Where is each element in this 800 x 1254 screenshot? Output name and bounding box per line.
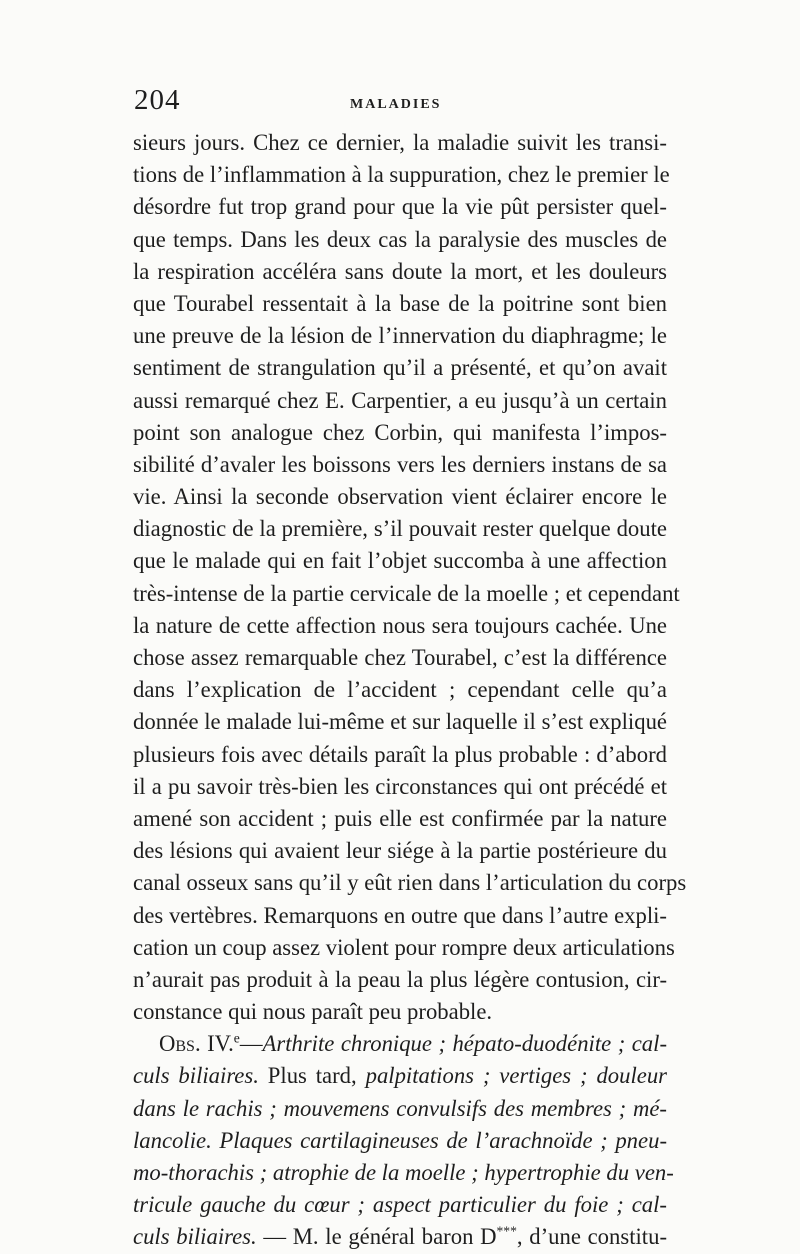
observation-line: [133, 1060, 667, 1092]
text-line: constance qui nous paraît peu probable.: [133, 999, 493, 1025]
observation-label: Obs. IV.: [159, 1031, 234, 1057]
text-line: sieurs jours. Chez ce dernier, la maladie suivit les transi-: [133, 130, 667, 155]
observation-heading-line: [133, 1028, 667, 1060]
text-line: plusieurs fois avec détails paraît la plus probable : d’abord: [133, 741, 667, 767]
closing-stars: ***: [496, 1223, 517, 1239]
page-number: 204: [134, 84, 181, 116]
observation-degree-mark: e: [233, 1030, 240, 1046]
observation-title-part: Arthrite chronique ; hépato-duodénite ; cal-: [262, 1031, 667, 1057]
body-text: [133, 127, 687, 1254]
observation-title-part: palpitations ; vertiges ; douleur: [365, 1063, 668, 1089]
text-line: des lésions qui avaient leur siége à la partie postérieure du: [133, 838, 667, 864]
text-line: sibilité d’avaler les boissons vers les derniers instans de sa: [133, 451, 667, 477]
text-line: désordre fut trop grand pour que la vie pût persister quel-: [133, 194, 667, 220]
text-line: sentiment de strangulation qu’il a présenté, et qu’on avait: [133, 355, 667, 381]
text-line: diagnostic de la première, s’il pouvait rester quelque doute: [133, 516, 667, 542]
page-header: [134, 84, 668, 120]
text-line: aussi remarqué chez E. Carpentier, a eu jusqu’à un certain: [133, 387, 667, 413]
text-line: cation un coup assez violent pour rompre deux articulations: [133, 934, 675, 960]
text-line: point son analogue chez Corbin, qui manifesta l’impos-: [133, 419, 667, 445]
text-line: que Tourabel ressentait à la base de la poitrine sont bien: [133, 290, 667, 316]
observation-line: tricule gauche du cœur ; aspect particulier du foie ; cal-: [133, 1192, 667, 1218]
closing-text: M. le général baron D: [292, 1224, 497, 1250]
observation-dash: —: [239, 1031, 263, 1057]
observation-line: [133, 1221, 667, 1253]
text-line: vie. Ainsi la seconde observation vient éclairer encore le: [133, 484, 667, 510]
observation-title-part: culs biliaires.: [133, 1063, 259, 1089]
text-line: très-intense de la partie cervicale de la moelle ; et cependant: [133, 580, 680, 606]
text-line: des vertèbres. Remarquons en outre que dans l’autre expli-: [133, 902, 667, 928]
observation-title-part: culs biliaires.: [133, 1224, 257, 1250]
text-line: la nature de cette affection nous sera toujours cachée. Une: [133, 612, 667, 638]
observation-line: lancolie. Plaques cartilagineuses de l’arachnoïde ; pneu-: [133, 1127, 667, 1153]
text-line: que temps. Dans les deux cas la paralysie des muscles de: [133, 226, 667, 252]
closing-dash: —: [263, 1224, 287, 1250]
observation-line: mo-thorachis ; atrophie de la moelle ; hypertrophie du ven-: [133, 1160, 674, 1185]
closing-text-end: , d’une constitu-: [516, 1224, 668, 1250]
text-line: n’aurait pas produit à la peau la plus légère contusion, cir-: [133, 966, 667, 992]
text-line: donnée le malade lui-même et sur laquelle il s’est expliqué: [133, 709, 667, 735]
text-line: que le malade qui en fait l’objet succomba à une affection: [133, 548, 667, 574]
text-line: tions de l’inflammation à la suppuration, chez le premier le: [133, 162, 670, 188]
running-title: MALADIES: [350, 97, 442, 112]
text-line: la respiration accéléra sans doute la mort, et les douleurs: [133, 258, 667, 284]
observation-line: dans le rachis ; mouvemens convulsifs des membres ; mé-: [133, 1095, 667, 1121]
text-line: amené son accident ; puis elle est confirmée par la nature: [133, 805, 667, 831]
text-line: une preuve de la lésion de l’innervation du diaphragme; le: [133, 323, 667, 349]
text-line: il a pu savoir très-bien les circonstances qui ont précédé et: [133, 773, 667, 799]
text-line: canal osseux sans qu’il y eût rien dans l’articulation du corps: [133, 870, 687, 896]
text-line: chose assez remarquable chez Tourabel, c’est la différence: [133, 645, 667, 670]
plus-tard-text: Plus tard,: [267, 1063, 357, 1089]
text-line: dans l’explication de l’accident ; cependant celle qu’a: [133, 677, 667, 703]
